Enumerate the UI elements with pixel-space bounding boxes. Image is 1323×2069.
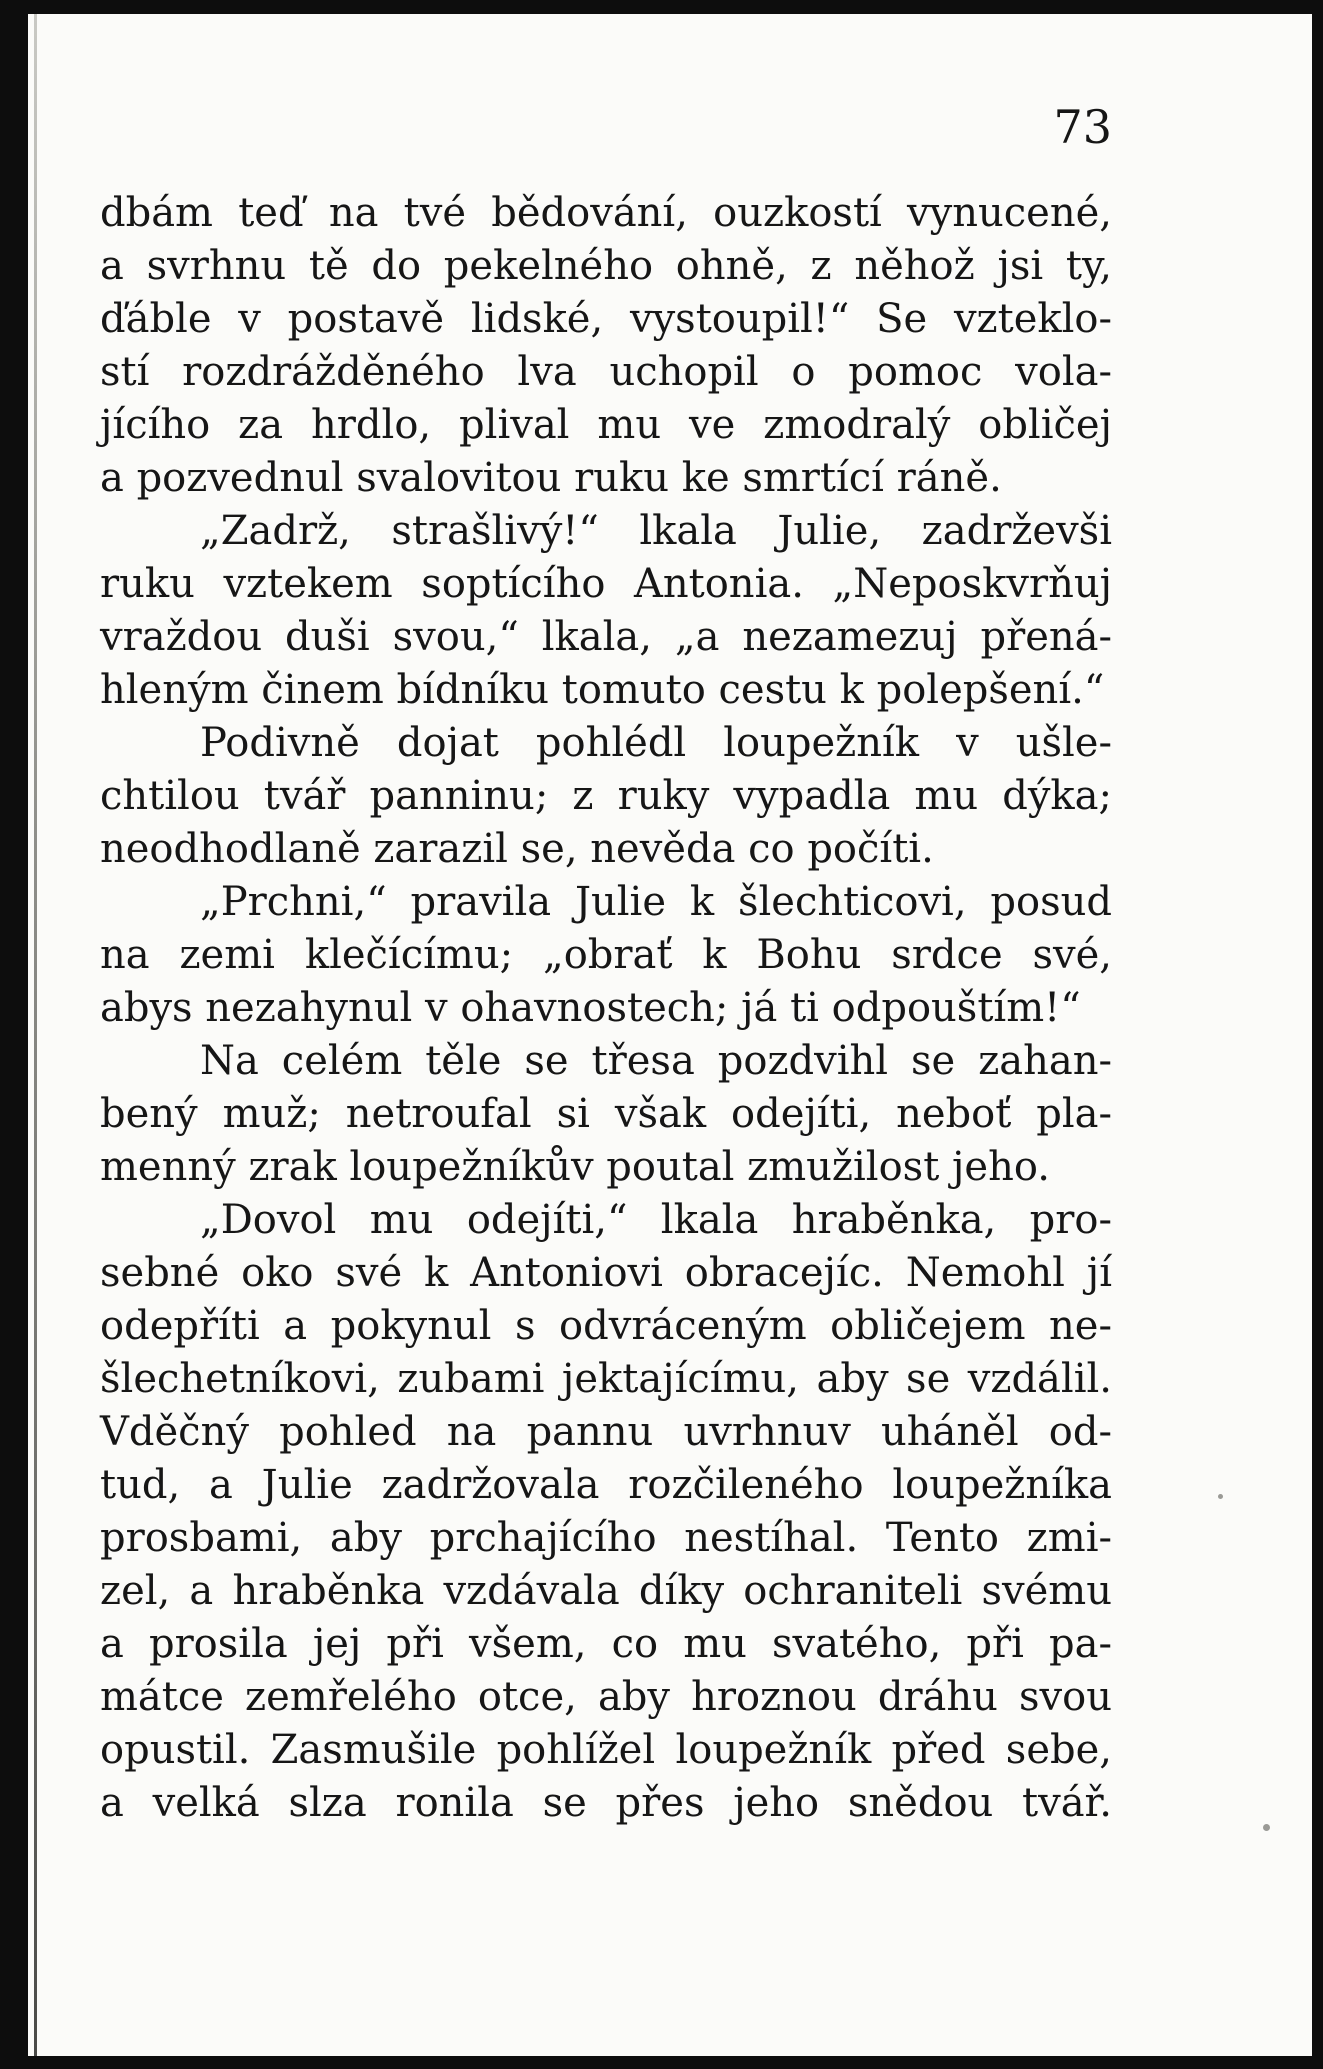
text-line: opustil. Zasmušile pohlížel loupežník před sebe, bbox=[100, 1727, 1112, 1773]
page-number: 73 bbox=[1053, 100, 1112, 154]
text-line: ruku vztekem soptícího Antonia. „Neposkvrňuj bbox=[100, 561, 1112, 607]
text-line: mátce zemřelého otce, aby hroznou dráhu svou bbox=[100, 1674, 1112, 1720]
text-line: na zemi klečícímu; „obrať k Bohu srdce své, bbox=[100, 932, 1112, 978]
text-line: stí rozdrážděného lva uchopil o pomoc vola- bbox=[100, 349, 1112, 395]
text-line: a pozvednul svalovitou ruku ke smrtící ráně. bbox=[100, 455, 1002, 501]
text-line: ďáble v postavě lidské, vystoupil!“ Se vzteklo- bbox=[100, 296, 1112, 342]
text-line: „Prchni,“ pravila Julie k šlechticovi, posud bbox=[200, 879, 1112, 925]
body-text bbox=[100, 187, 1112, 1830]
text-line: chtilou tvář panninu; z ruky vypadla mu dýka; bbox=[100, 773, 1112, 819]
text-line: prosbami, aby prchajícího nestíhal. Tento zmi- bbox=[100, 1515, 1112, 1561]
paper-speck bbox=[1218, 1494, 1223, 1499]
text-line: „Zadrž, strašlivý!“ lkala Julie, zadrževši bbox=[200, 508, 1112, 554]
text-line: odepříti a pokynul s odvráceným obličejem ne- bbox=[100, 1303, 1112, 1349]
text-line: Na celém těle se třesa pozdvihl se zahan- bbox=[200, 1038, 1112, 1084]
text-line: abys nezahynul v ohavnostech; já ti odpouštím!“ bbox=[100, 985, 1081, 1031]
text-line: zel, a hraběnka vzdávala díky ochraniteli svému bbox=[100, 1568, 1112, 1614]
text-line: a prosila jej při všem, co mu svatého, při pa- bbox=[100, 1621, 1112, 1667]
book-page bbox=[28, 14, 1312, 2056]
text-line: sebné oko své k Antoniovi obracejíc. Nemohl jí bbox=[100, 1250, 1112, 1296]
text-line: tud, a Julie zadržovala rozčileného loupežníka bbox=[100, 1462, 1112, 1508]
text-line: jícího za hrdlo, plival mu ve zmodralý obličej bbox=[100, 402, 1112, 448]
text-line: a svrhnu tě do pekelného ohně, z něhož jsi ty, bbox=[100, 243, 1112, 289]
text-line: dbám teď na tvé bědování, ouzkostí vynucené, bbox=[100, 190, 1112, 236]
text-line: neodhodlaně zarazil se, nevěda co počíti. bbox=[100, 826, 934, 872]
text-line: bený muž; netroufal si však odejíti, neboť pla- bbox=[100, 1091, 1112, 1137]
text-line: a velká slza ronila se přes jeho snědou tvář. bbox=[100, 1780, 1112, 1826]
paper-speck bbox=[1263, 1824, 1270, 1831]
text-line: šlechetníkovi, zubami jektajícímu, aby se vzdálil. bbox=[100, 1356, 1112, 1402]
text-line: menný zrak loupežníkův poutal zmužilost jeho. bbox=[100, 1144, 1050, 1190]
text-line: „Dovol mu odejíti,“ lkala hraběnka, pro- bbox=[200, 1197, 1112, 1243]
page-edge-shadow bbox=[34, 14, 37, 2056]
text-line: hleným činem bídníku tomuto cestu k polepšení.“ bbox=[100, 667, 1105, 713]
text-line: Podivně dojat pohlédl loupežník v ušle- bbox=[200, 720, 1112, 766]
text-line: vraždou duši svou,“ lkala, „a nezamezuj přená- bbox=[100, 614, 1112, 660]
text-line: Vděčný pohled na pannu uvrhnuv uháněl od- bbox=[100, 1409, 1112, 1455]
